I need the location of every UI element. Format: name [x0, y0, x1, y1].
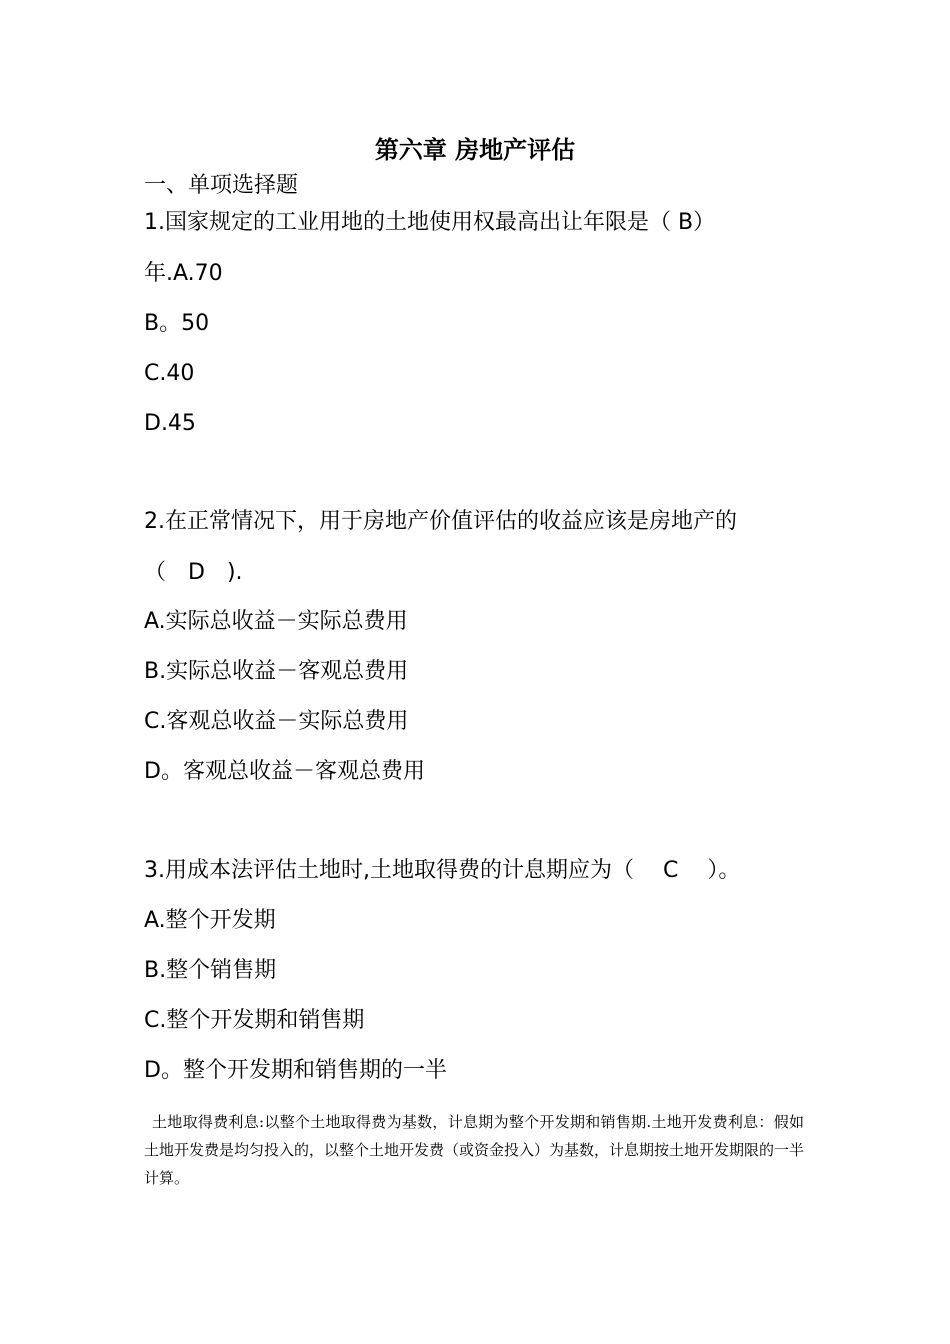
question-1-stem-continued: 年.A.70 [144, 261, 223, 286]
question-3-stem: 3.用成本法评估土地时,土地取得费的计息期应为（ C ）。 [144, 858, 741, 883]
section-heading: 一、单项选择题 [144, 173, 299, 198]
question-2-option-d: D。客观总收益－客观总费用 [144, 759, 425, 784]
question-1-stem: 1.国家规定的工业用地的土地使用权最高出让年限是（ B） [144, 210, 716, 235]
question-3-option-d: D。整个开发期和销售期的一半 [144, 1058, 447, 1083]
explanation-note: 土地取得费利息:以整个土地取得费为基数，计息期为整个开发期和销售期.土地开发费利息：假如土地开发费是均匀投入的，以整个土地开发费（或资金投入）为基数，计息期按土地开发期限的一半计算。 [144, 1113, 805, 1187]
question-3-option-c: C.整个开发期和销售期 [144, 1008, 365, 1033]
question-3-option-b: B.整个销售期 [144, 958, 277, 983]
question-3-option-a: A.整个开发期 [144, 908, 276, 933]
chapter-title: 第六章 房地产评估 [374, 136, 576, 164]
question-1-option-b: B。50 [144, 311, 210, 336]
question-1-option-c: C.40 [144, 361, 195, 386]
question-2-option-b: B.实际总收益－客观总费用 [144, 659, 409, 684]
question-2-option-a: A.实际总收益－实际总费用 [144, 609, 408, 634]
question-2-option-c: C.客观总收益－实际总费用 [144, 709, 409, 734]
question-2-stem: 2.在正常情况下，用于房地产价值评估的收益应该是房地产的 [144, 509, 737, 534]
question-1-option-d: D.45 [144, 411, 196, 436]
question-2-stem-continued: （ D ). [144, 560, 243, 585]
